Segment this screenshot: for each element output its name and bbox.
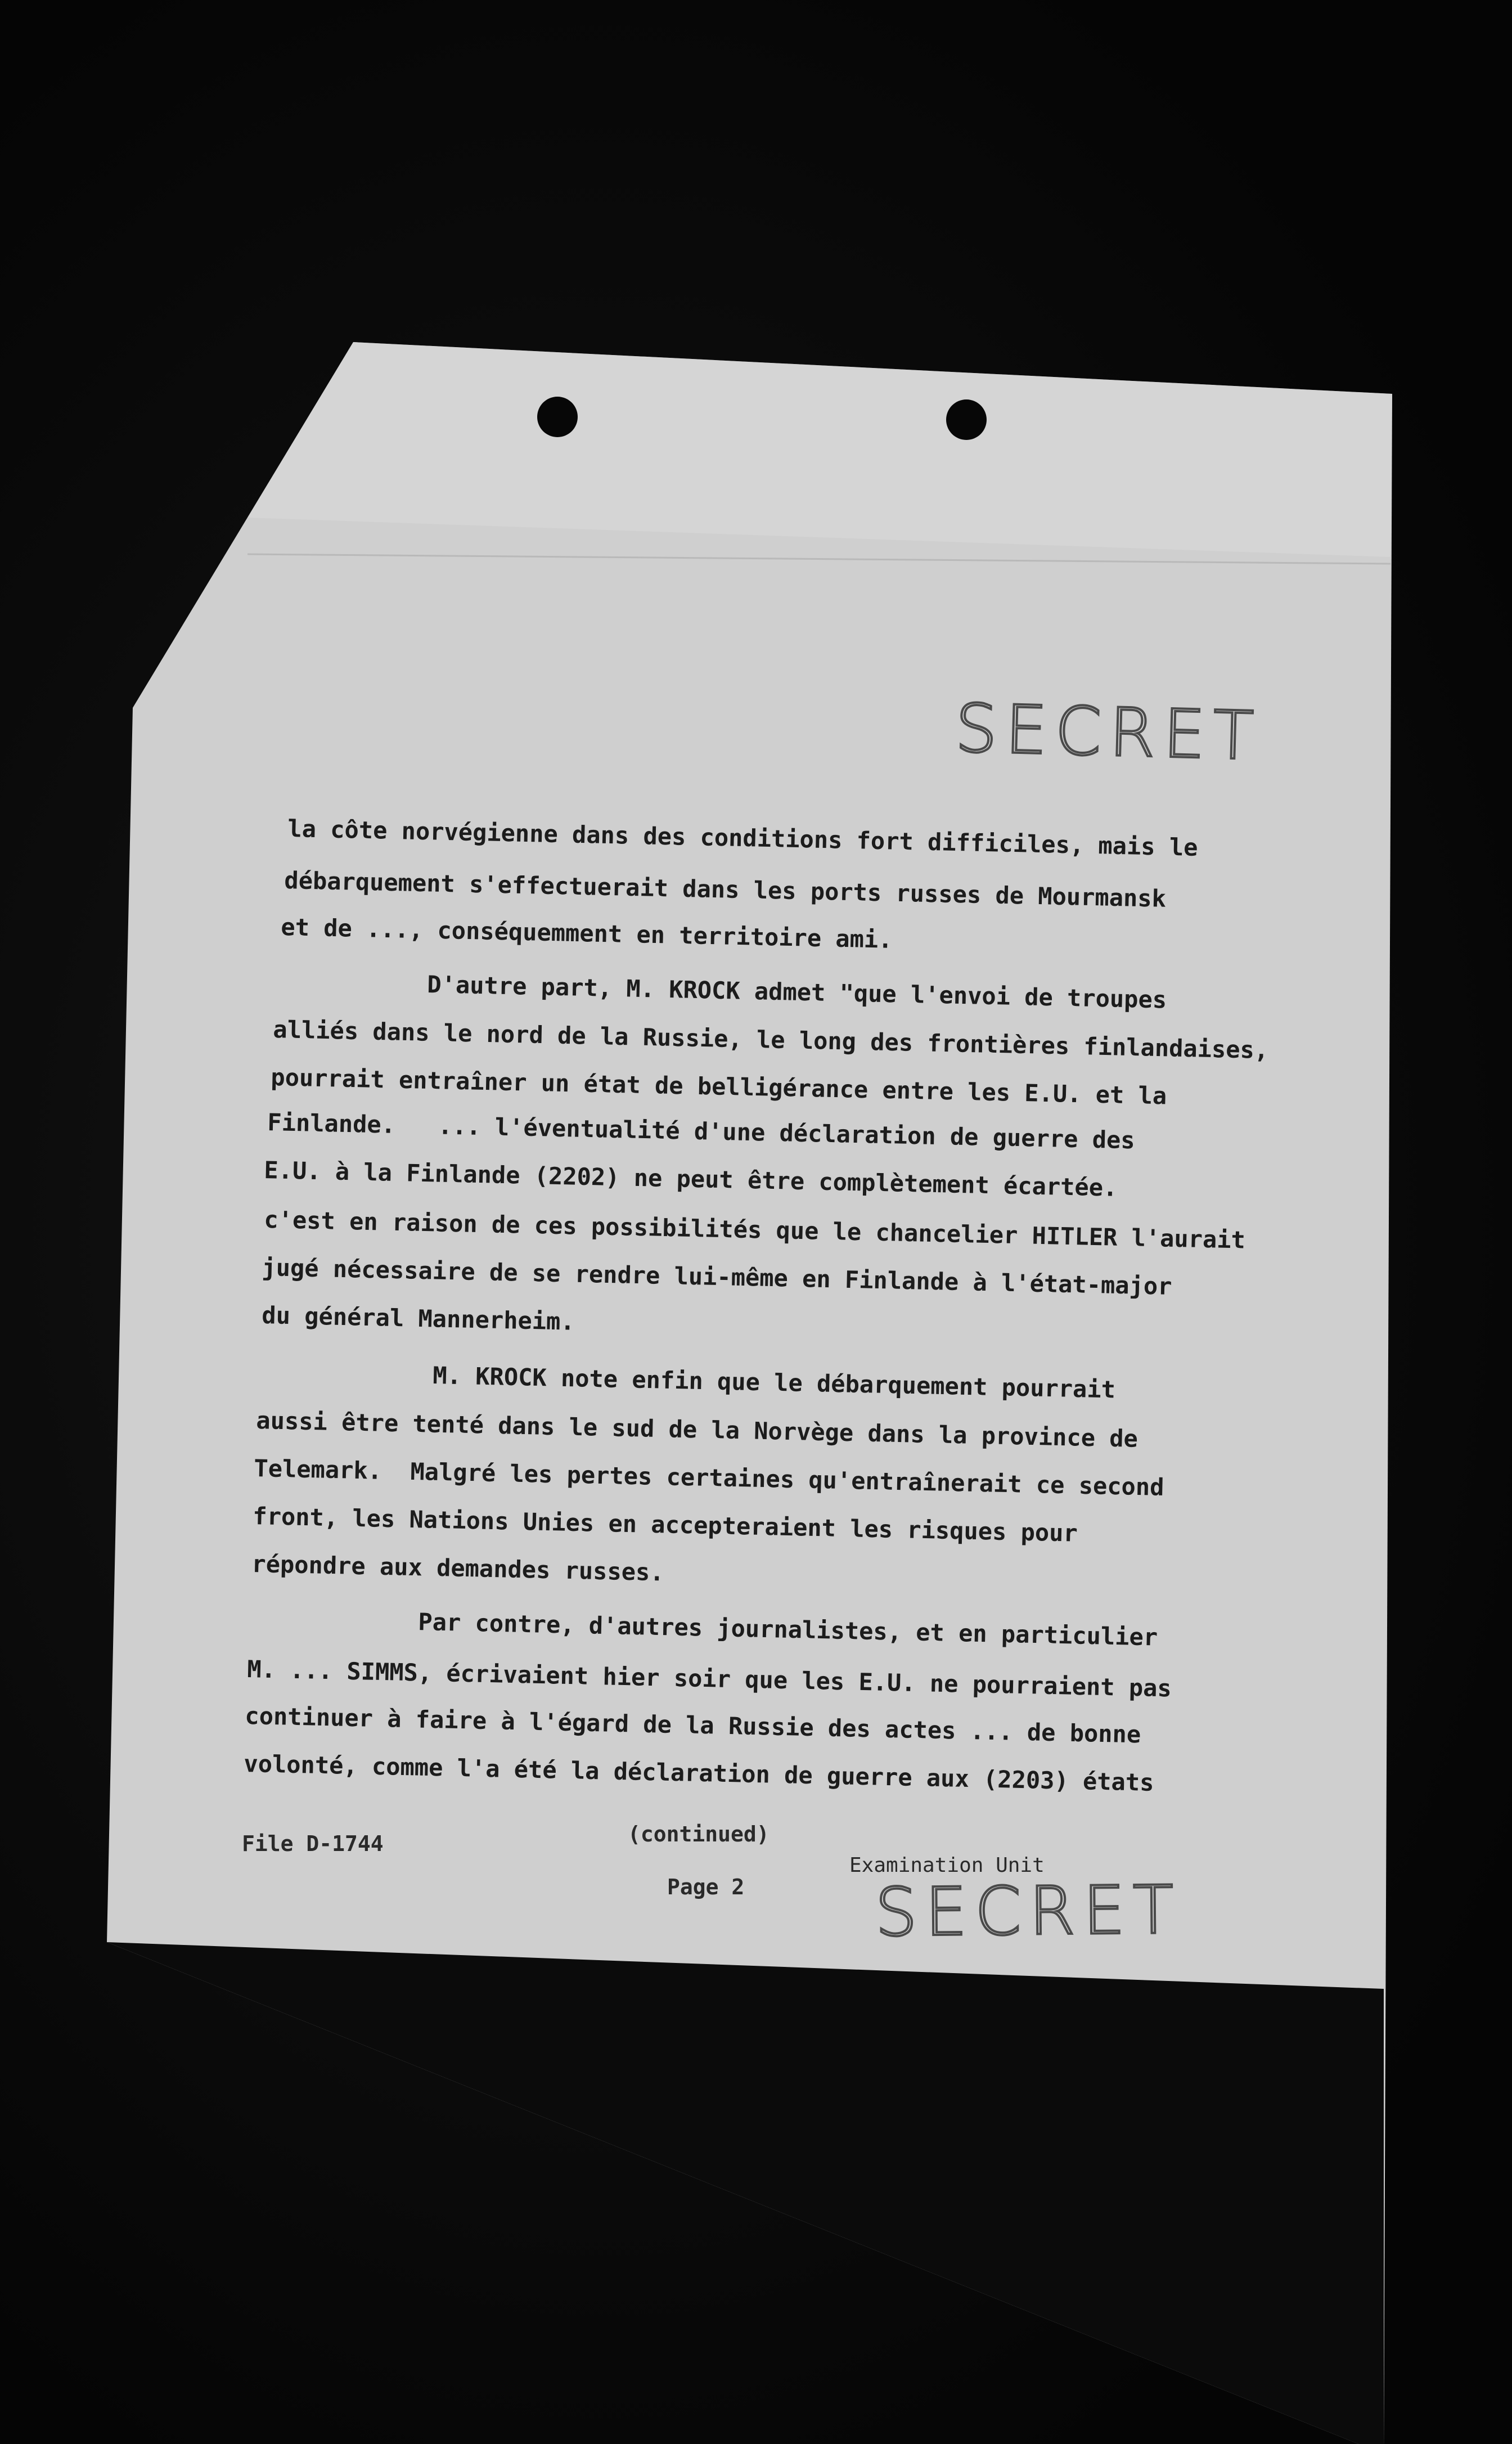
- file-number: File D-1744: [242, 1831, 384, 1856]
- secret-stamp-bottom: SECRET: [875, 1871, 1182, 1951]
- body-line: volonté, comme l'a été la déclaration de guerre aux (2203) états: [243, 1750, 1154, 1796]
- body-line: Finlande. ... l'éventualité d'une déclaration de guerre des: [267, 1108, 1136, 1154]
- body-line: front, les Nations Unies en accepteraient les risques pour: [252, 1502, 1078, 1547]
- body-line: aussi être tenté dans le sud de la Norvège dans la province de: [255, 1407, 1138, 1453]
- body-line: c'est en raison de ces possibilités que le chancelier HITLER l'aurait: [263, 1206, 1246, 1254]
- body-line: Telemark. Malgré les pertes certaines qu'entraînerait ce second: [253, 1454, 1164, 1501]
- body-line: M. KROCK note enfin que le débarquement pourrait: [432, 1362, 1116, 1404]
- body-line: continuer à faire à l'égard de la Russie des actes ... de bonne: [244, 1702, 1141, 1749]
- body-line: jugé nécessaire de se rendre lui-même en Finlande à l'état-major: [261, 1254, 1172, 1300]
- body-line: E.U. à la Finlande (2202) ne peut être complètement écartée.: [263, 1156, 1118, 1202]
- examination-unit: Examination Unit: [849, 1854, 1045, 1877]
- body-line: la côte norvégienne dans des conditions fort difficiles, mais le: [287, 815, 1198, 861]
- body-line: alliés dans le nord de la Russie, le long des frontières finlandaises,: [272, 1016, 1269, 1064]
- secret-stamp-top: SECRET: [954, 689, 1263, 775]
- body-line: Par contre, d'autres journalistes, et en particulier: [417, 1608, 1158, 1651]
- body-line: D'autre part, M. KROCK admet "que l'envoi de troupes: [426, 971, 1167, 1014]
- continued-note: (continued): [628, 1822, 770, 1847]
- body-line: répondre aux demandes russes.: [251, 1550, 665, 1587]
- body-line: débarquement s'effectuerait dans les ports russes de Mourmansk: [284, 866, 1167, 913]
- body-line: M. ... SIMMS, écrivaient hier soir que les E.U. ne pourraient pas: [246, 1655, 1172, 1702]
- body-line: et de ..., conséquemment en territoire ami.: [280, 913, 893, 954]
- body-line: du général Mannerheim.: [261, 1301, 575, 1336]
- body-line: pourrait entraîner un état de belligérance entre les E.U. et la: [270, 1063, 1167, 1110]
- page-number: Page 2: [667, 1875, 745, 1899]
